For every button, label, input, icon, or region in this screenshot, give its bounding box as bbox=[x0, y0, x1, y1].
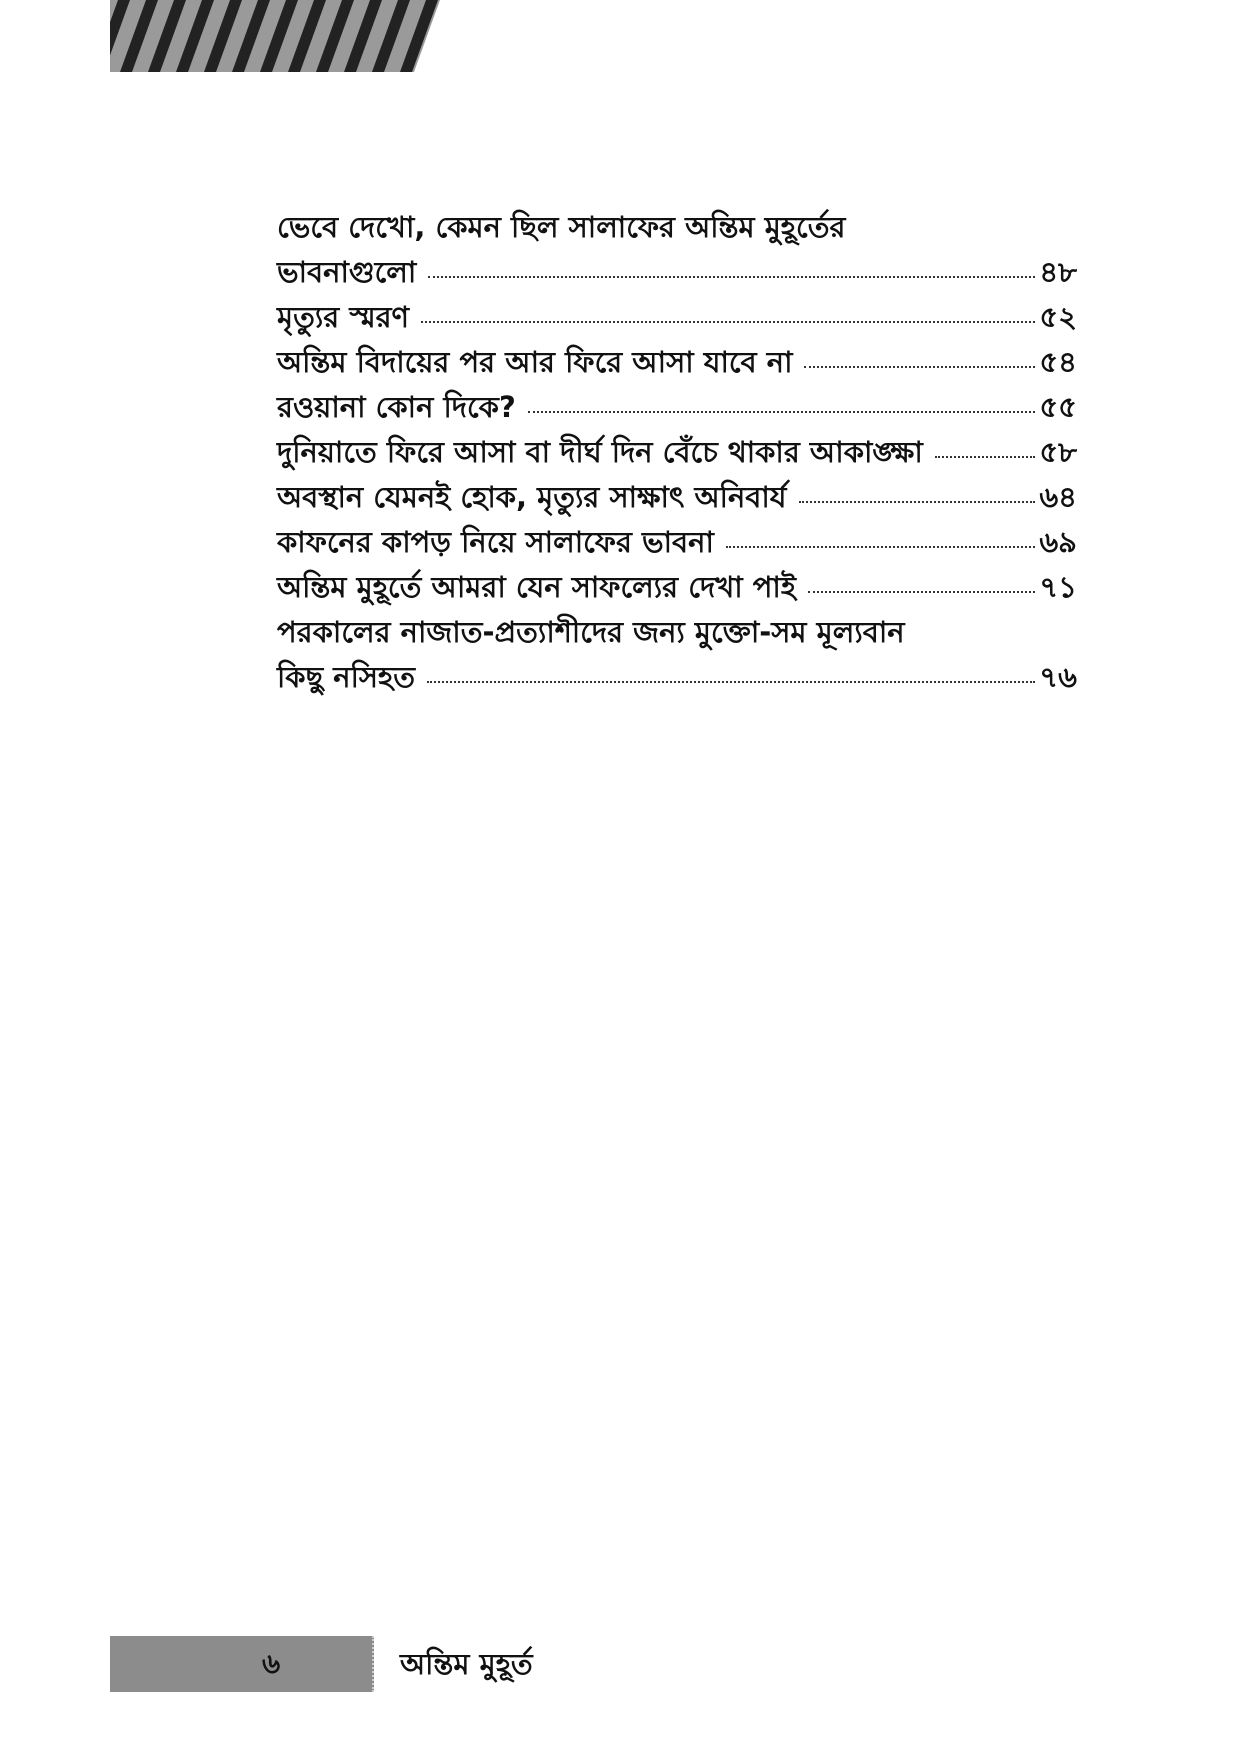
toc-entry[interactable] bbox=[277, 295, 1077, 340]
dot-leader bbox=[799, 501, 1036, 503]
toc-page-number: ৫৮ bbox=[1039, 435, 1077, 469]
toc-entry[interactable] bbox=[277, 340, 1077, 385]
toc-entry[interactable] bbox=[277, 430, 1077, 475]
footer-book-title: অন্তিম মুহূর্ত bbox=[400, 1647, 533, 1681]
toc-page-number: ৭১ bbox=[1039, 570, 1077, 604]
toc-entry[interactable] bbox=[277, 385, 1077, 430]
toc-entry-title: রওয়ানা কোন দিকে? bbox=[277, 390, 516, 424]
toc-entry-title: ভাবনাগুলো bbox=[277, 255, 417, 289]
toc-page-number: ৭৬ bbox=[1039, 660, 1077, 694]
toc-entry-title: অন্তিম বিদায়ের পর আর ফিরে আসা যাবে না bbox=[277, 345, 793, 379]
toc-entry[interactable] bbox=[277, 520, 1077, 565]
toc-entry-title: অন্তিম মুহূর্তে আমরা যেন সাফল্যের দেখা পাই bbox=[277, 570, 796, 604]
footer-page-number: ৬ bbox=[262, 1647, 281, 1680]
dot-leader bbox=[528, 411, 1036, 413]
toc-page-number: ৬৯ bbox=[1039, 525, 1077, 559]
dot-leader bbox=[726, 546, 1035, 548]
toc-entry[interactable] bbox=[277, 610, 1077, 700]
toc-entry-title: দুনিয়াতে ফিরে আসা বা দীর্ঘ দিন বেঁচে থাকার আকাঙ্ক্ষা bbox=[277, 435, 923, 469]
toc-entry[interactable] bbox=[277, 205, 1077, 295]
toc-entry-title: পরকালের নাজাত-প্রত্যাশীদের জন্য মুক্তো-সম মূল্যবান bbox=[277, 615, 905, 649]
table-of-contents bbox=[277, 205, 1077, 700]
toc-page-number: ৬৪ bbox=[1039, 480, 1077, 514]
toc-page-number: ৫২ bbox=[1039, 300, 1077, 334]
toc-page-number: ৪৮ bbox=[1039, 255, 1077, 289]
toc-entry[interactable] bbox=[277, 475, 1077, 520]
dot-leader bbox=[935, 456, 1036, 458]
toc-entry-title: ভেবে দেখো, কেমন ছিল সালাফের অন্তিম মুহূর্তের bbox=[277, 210, 846, 244]
toc-entry-title: মৃত্যুর স্মরণ bbox=[277, 300, 410, 334]
dot-leader bbox=[427, 681, 1035, 683]
toc-page-number: ৫৪ bbox=[1039, 345, 1077, 379]
dot-leader bbox=[808, 591, 1035, 593]
toc-page-number: ৫৫ bbox=[1039, 390, 1077, 424]
dot-leader bbox=[428, 276, 1035, 278]
footer-page-bar bbox=[110, 1636, 374, 1692]
toc-entry-title: অবস্থান যেমনই হোক, মৃত্যুর সাক্ষাৎ অনিবার্য bbox=[277, 480, 787, 514]
dot-leader bbox=[421, 321, 1035, 323]
toc-entry-title: কিছু নসিহত bbox=[277, 660, 416, 694]
toc-entry[interactable] bbox=[277, 565, 1077, 610]
dot-leader bbox=[804, 366, 1035, 368]
decorative-stripes bbox=[110, 0, 440, 72]
toc-entry-title: কাফনের কাপড় নিয়ে সালাফের ভাবনা bbox=[277, 525, 714, 559]
